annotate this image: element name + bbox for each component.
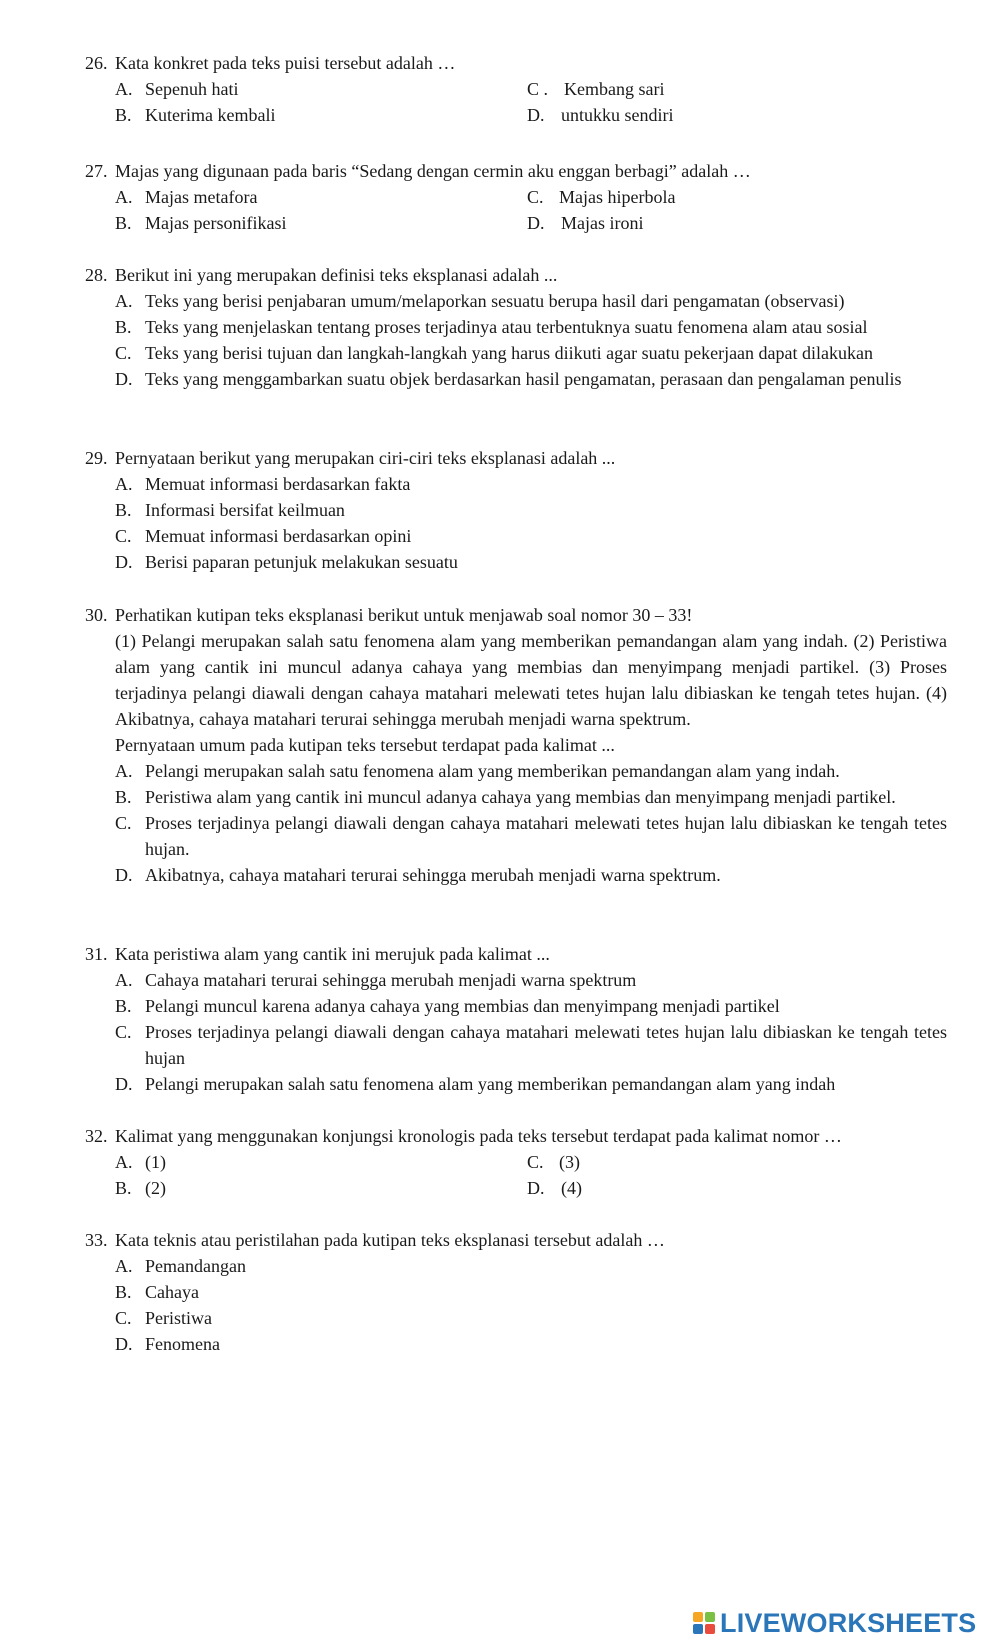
option-text: Cahaya	[145, 1282, 199, 1302]
logo-text: LIVEWORKSHEETS	[720, 1608, 977, 1638]
question-text: Pernyataan berikut yang merupakan ciri-ciri teks eksplanasi adalah ...	[115, 448, 616, 468]
reading-passage: (1) Pelangi merupakan salah satu fenomena alam yang memberikan pemandangan alam yang indah. (2) Peristiwa alam yang cantik ini muncul adanya cahaya yang membias dan menyimpang menjadi partikel. (3) Proses terjadinya pelangi diawali dengan cahaya matahari melewati tetes hujan lalu dibiaskan ke tengah tetes hujan. (4) Akibatnya, cahaya matahari terurai sehingga merubah menjadi warna spektrum.	[115, 631, 947, 729]
option-c[interactable]	[115, 1019, 947, 1071]
option-text: Proses terjadinya pelangi diawali dengan cahaya matahari melewati tetes hujan lalu dibiaskan ke tengah tetes hujan.	[145, 813, 947, 859]
option-text: Teks yang menjelaskan tentang proses terjadinya atau terbentuknya suatu fenomena alam atau sosial	[145, 317, 868, 337]
options-list	[115, 1253, 947, 1357]
option-text: Cahaya matahari terurai sehingga merubah menjadi warna spektrum	[145, 970, 637, 990]
option-text: Majas hiperbola	[559, 187, 676, 207]
option-text: Pemandangan	[145, 1256, 246, 1276]
logo-square-2	[705, 1612, 715, 1622]
option-letter: B.	[115, 500, 132, 520]
option-text: Pelangi merupakan salah satu fenomena alam yang memberikan pemandangan alam yang indah.	[145, 761, 840, 781]
option-letter: D.	[115, 1074, 133, 1094]
option-text: (2)	[145, 1178, 166, 1198]
question-prompt: Pernyataan umum pada kutipan teks tersebut terdapat pada kalimat ...	[115, 735, 615, 755]
question-text: Kata konkret pada teks puisi tersebut adalah …	[115, 53, 456, 73]
option-letter: C.	[115, 1308, 132, 1328]
option-a[interactable]	[115, 471, 947, 497]
option-text: Fenomena	[145, 1334, 220, 1354]
question-stem	[85, 602, 947, 628]
option-text: Peristiwa alam yang cantik ini muncul adanya cahaya yang membias dan menyimpang menjadi partikel.	[145, 787, 896, 807]
option-letter: C.	[527, 1152, 544, 1172]
option-letter: D.	[115, 865, 133, 885]
options-grid	[115, 1149, 947, 1201]
question-stem	[85, 445, 947, 471]
option-letter: A.	[115, 79, 133, 99]
option-text: Pelangi muncul karena adanya cahaya yang membias dan menyimpang menjadi partikel	[145, 996, 780, 1016]
option-letter: C.	[115, 343, 132, 363]
option-b[interactable]	[115, 497, 947, 523]
option-text: Memuat informasi berdasarkan opini	[145, 526, 412, 546]
option-text: (1)	[145, 1152, 166, 1172]
question-number: 29.	[85, 448, 108, 468]
option-b[interactable]	[115, 314, 947, 340]
liveworksheets-logo-icon	[693, 1612, 715, 1634]
option-d[interactable]	[115, 862, 947, 888]
option-d[interactable]	[115, 1071, 947, 1097]
option-text: (3)	[559, 1152, 580, 1172]
logo-square-1	[693, 1612, 703, 1622]
question-text: Perhatikan kutipan teks eksplanasi berikut untuk menjawab soal nomor 30 – 33!	[115, 605, 693, 625]
option-letter: A.	[115, 1152, 133, 1172]
question-number: 28.	[85, 265, 108, 285]
logo-square-3	[693, 1624, 703, 1634]
question-31	[85, 941, 947, 1097]
option-d[interactable]	[527, 1175, 947, 1201]
question-stem	[85, 1227, 947, 1253]
option-b[interactable]	[115, 102, 527, 128]
option-letter: C.	[115, 1022, 132, 1042]
option-letter: B.	[115, 787, 132, 807]
question-number: 31.	[85, 944, 108, 964]
option-letter: D.	[527, 105, 545, 125]
option-letter: A.	[115, 187, 133, 207]
option-c[interactable]	[115, 810, 947, 862]
option-c[interactable]	[527, 1149, 947, 1175]
question-text: Kata teknis atau peristilahan pada kutipan teks eksplanasi tersebut adalah …	[115, 1230, 665, 1250]
question-stem	[85, 941, 947, 967]
option-letter: D.	[115, 1334, 133, 1354]
option-text: Peristiwa	[145, 1308, 212, 1328]
option-letter: D.	[527, 213, 545, 233]
question-stem	[85, 158, 947, 184]
option-a[interactable]	[115, 967, 947, 993]
question-text: Kata peristiwa alam yang cantik ini merujuk pada kalimat ...	[115, 944, 550, 964]
option-d[interactable]	[115, 549, 947, 575]
option-letter: A.	[115, 474, 133, 494]
option-text: untukku sendiri	[561, 105, 674, 125]
option-a[interactable]	[115, 288, 947, 314]
option-letter: A.	[115, 1256, 133, 1276]
option-b[interactable]	[115, 784, 947, 810]
question-30	[85, 602, 947, 888]
option-letter: B.	[115, 1178, 132, 1198]
option-c[interactable]	[115, 340, 947, 366]
option-text: (4)	[561, 1178, 582, 1198]
option-letter: B.	[115, 317, 132, 337]
liveworksheets-logo	[693, 1607, 976, 1639]
option-text: Informasi bersifat keilmuan	[145, 500, 345, 520]
option-letter: D.	[115, 552, 133, 572]
question-33	[85, 1227, 947, 1357]
option-b[interactable]	[115, 1279, 947, 1305]
option-text: Kuterima kembali	[145, 105, 276, 125]
option-text: Majas personifikasi	[145, 213, 287, 233]
option-d[interactable]	[527, 210, 947, 236]
options-grid	[115, 76, 947, 128]
option-b[interactable]	[115, 210, 527, 236]
question-26	[85, 50, 947, 128]
question-stem	[85, 262, 947, 288]
option-c[interactable]	[115, 1305, 947, 1331]
option-text: Berisi paparan petunjuk melakukan sesuatu	[145, 552, 458, 572]
option-d[interactable]	[527, 102, 947, 128]
question-28	[85, 262, 947, 392]
option-b[interactable]	[115, 993, 947, 1019]
option-text: Proses terjadinya pelangi diawali dengan cahaya matahari melewati tetes hujan lalu dibiaskan ke tengah tetes hujan	[145, 1022, 947, 1068]
option-a[interactable]	[115, 76, 527, 102]
question-number: 33.	[85, 1230, 108, 1250]
option-text: Majas ironi	[561, 213, 644, 233]
options-list	[115, 758, 947, 888]
option-letter: A.	[115, 291, 133, 311]
question-text: Majas yang digunaan pada baris “Sedang dengan cermin aku enggan berbagi” adalah …	[115, 161, 751, 181]
question-stem	[85, 1123, 947, 1149]
option-c[interactable]	[115, 523, 947, 549]
question-number: 26.	[85, 53, 108, 73]
question-number: 27.	[85, 161, 108, 181]
option-a[interactable]	[115, 1253, 947, 1279]
option-c[interactable]	[527, 184, 947, 210]
option-letter: B.	[115, 105, 132, 125]
option-a[interactable]	[115, 184, 527, 210]
option-text: Majas metafora	[145, 187, 258, 207]
question-text: Berikut ini yang merupakan definisi teks eksplanasi adalah ...	[115, 265, 558, 285]
question-stem	[85, 50, 947, 76]
option-text: Teks yang menggambarkan suatu objek berdasarkan hasil pengamatan, perasaan dan pengalaman penulis	[145, 369, 902, 389]
option-letter: C .	[527, 79, 549, 99]
option-text: Sepenuh hati	[145, 79, 239, 99]
option-text: Akibatnya, cahaya matahari terurai sehingga merubah menjadi warna spektrum.	[145, 865, 721, 885]
option-c[interactable]	[527, 76, 947, 102]
option-letter: B.	[115, 996, 132, 1016]
option-text: Teks yang berisi tujuan dan langkah-langkah yang harus diikuti agar suatu pekerjaan dapat dilakukan	[145, 343, 874, 363]
options-grid	[115, 184, 947, 236]
option-text: Teks yang berisi penjabaran umum/melaporkan sesuatu berupa hasil dari pengamatan (observasi)	[145, 291, 845, 311]
option-d[interactable]	[115, 366, 947, 392]
option-letter: C.	[527, 187, 544, 207]
option-a[interactable]	[115, 758, 947, 784]
option-letter: B.	[115, 1282, 132, 1302]
option-b[interactable]	[115, 1175, 527, 1201]
options-list	[115, 471, 947, 575]
logo-square-4	[705, 1624, 715, 1634]
option-letter: A.	[115, 970, 133, 990]
options-list	[115, 288, 947, 392]
question-27	[85, 158, 947, 236]
question-number: 30.	[85, 605, 108, 625]
option-letter: C.	[115, 526, 132, 546]
option-letter: D.	[527, 1178, 545, 1198]
option-text: Kembang sari	[564, 79, 665, 99]
question-32	[85, 1123, 947, 1201]
option-a[interactable]	[115, 1149, 527, 1175]
option-d[interactable]	[115, 1331, 947, 1357]
question-text: Kalimat yang menggunakan konjungsi kronologis pada teks tersebut terdapat pada kalimat nomor …	[115, 1126, 842, 1146]
options-list	[115, 967, 947, 1097]
option-letter: A.	[115, 761, 133, 781]
question-number: 32.	[85, 1126, 108, 1146]
question-29	[85, 445, 947, 575]
option-letter: B.	[115, 213, 132, 233]
option-text: Memuat informasi berdasarkan fakta	[145, 474, 411, 494]
option-letter: C.	[115, 813, 132, 833]
option-text: Pelangi merupakan salah satu fenomena alam yang memberikan pemandangan alam yang indah	[145, 1074, 836, 1094]
option-letter: D.	[115, 369, 133, 389]
